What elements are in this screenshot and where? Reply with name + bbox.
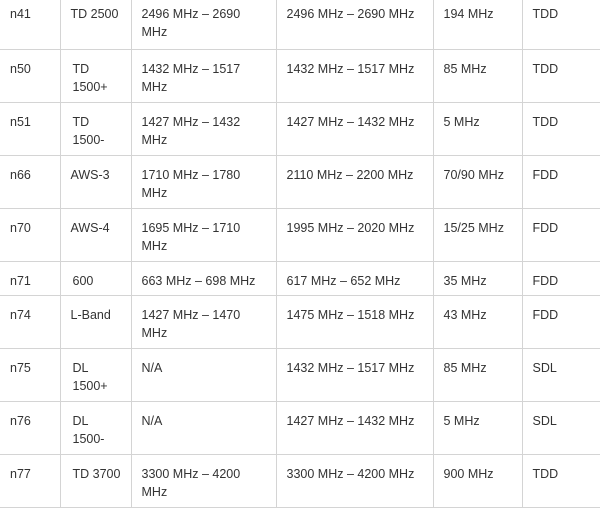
table-row (0, 50, 600, 103)
uplink-cell: 1710 MHz – 1780 MHz (131, 156, 276, 209)
downlink-cell: 1475 MHz – 1518 MHz (276, 296, 433, 349)
duplex-cell: SDL (522, 402, 600, 455)
downlink-cell: 1432 MHz – 1517 MHz (276, 50, 433, 103)
table-row (0, 262, 600, 296)
duplex-cell: TDD (522, 455, 600, 508)
uplink-cell: 1427 MHz – 1432 MHz (131, 103, 276, 156)
band-cell: n75 (0, 349, 60, 402)
table-row (0, 349, 600, 402)
band-name-cell: TD 1500+ (60, 50, 131, 103)
table-row (0, 402, 600, 455)
duplex-cell: FDD (522, 262, 600, 296)
band-cell: n77 (0, 455, 60, 508)
bandwidth-cell: 85 MHz (433, 349, 522, 402)
duplex-cell: SDL (522, 349, 600, 402)
table-row (0, 156, 600, 209)
band-cell: n71 (0, 262, 60, 296)
band-name-cell: TD 3700 (60, 455, 131, 508)
downlink-cell: 1995 MHz – 2020 MHz (276, 209, 433, 262)
band-cell: n50 (0, 50, 60, 103)
band-name-cell: L-Band (60, 296, 131, 349)
band-name-cell: AWS-4 (60, 209, 131, 262)
downlink-cell: 617 MHz – 652 MHz (276, 262, 433, 296)
bandwidth-cell: 900 MHz (433, 455, 522, 508)
uplink-cell: N/A (131, 402, 276, 455)
uplink-cell: 663 MHz – 698 MHz (131, 262, 276, 296)
bandwidth-cell: 43 MHz (433, 296, 522, 349)
band-name-cell: TD 2500 (60, 0, 131, 50)
uplink-cell: N/A (131, 349, 276, 402)
bandwidth-cell: 5 MHz (433, 402, 522, 455)
table-row (0, 103, 600, 156)
downlink-cell: 2496 MHz – 2690 MHz (276, 0, 433, 50)
band-cell: n66 (0, 156, 60, 209)
downlink-cell: 1427 MHz – 1432 MHz (276, 402, 433, 455)
table-row (0, 209, 600, 262)
duplex-cell: FDD (522, 209, 600, 262)
duplex-cell: TDD (522, 103, 600, 156)
bandwidth-cell: 85 MHz (433, 50, 522, 103)
uplink-cell: 1695 MHz – 1710 MHz (131, 209, 276, 262)
band-name-cell: AWS-3 (60, 156, 131, 209)
band-name-cell: 600 (60, 262, 131, 296)
bandwidth-cell: 35 MHz (433, 262, 522, 296)
band-cell: n76 (0, 402, 60, 455)
bandwidth-cell: 194 MHz (433, 0, 522, 50)
band-name-cell: DL 1500- (60, 402, 131, 455)
downlink-cell: 2110 MHz – 2200 MHz (276, 156, 433, 209)
uplink-cell: 3300 MHz – 4200 MHz (131, 455, 276, 508)
bandwidth-cell: 15/25 MHz (433, 209, 522, 262)
uplink-cell: 1432 MHz – 1517 MHz (131, 50, 276, 103)
duplex-cell: TDD (522, 0, 600, 50)
downlink-cell: 1427 MHz – 1432 MHz (276, 103, 433, 156)
table-row (0, 0, 600, 50)
uplink-cell: 2496 MHz – 2690 MHz (131, 0, 276, 50)
downlink-cell: 3300 MHz – 4200 MHz (276, 455, 433, 508)
uplink-cell: 1427 MHz – 1470 MHz (131, 296, 276, 349)
band-cell: n70 (0, 209, 60, 262)
band-name-cell: DL 1500+ (60, 349, 131, 402)
table-row (0, 296, 600, 349)
downlink-cell: 1432 MHz – 1517 MHz (276, 349, 433, 402)
duplex-cell: FDD (522, 296, 600, 349)
band-name-cell: TD 1500- (60, 103, 131, 156)
duplex-cell: FDD (522, 156, 600, 209)
band-cell: n74 (0, 296, 60, 349)
band-cell: n41 (0, 0, 60, 50)
bandwidth-cell: 70/90 MHz (433, 156, 522, 209)
bandwidth-cell: 5 MHz (433, 103, 522, 156)
table-row (0, 455, 600, 508)
band-cell: n51 (0, 103, 60, 156)
duplex-cell: TDD (522, 50, 600, 103)
